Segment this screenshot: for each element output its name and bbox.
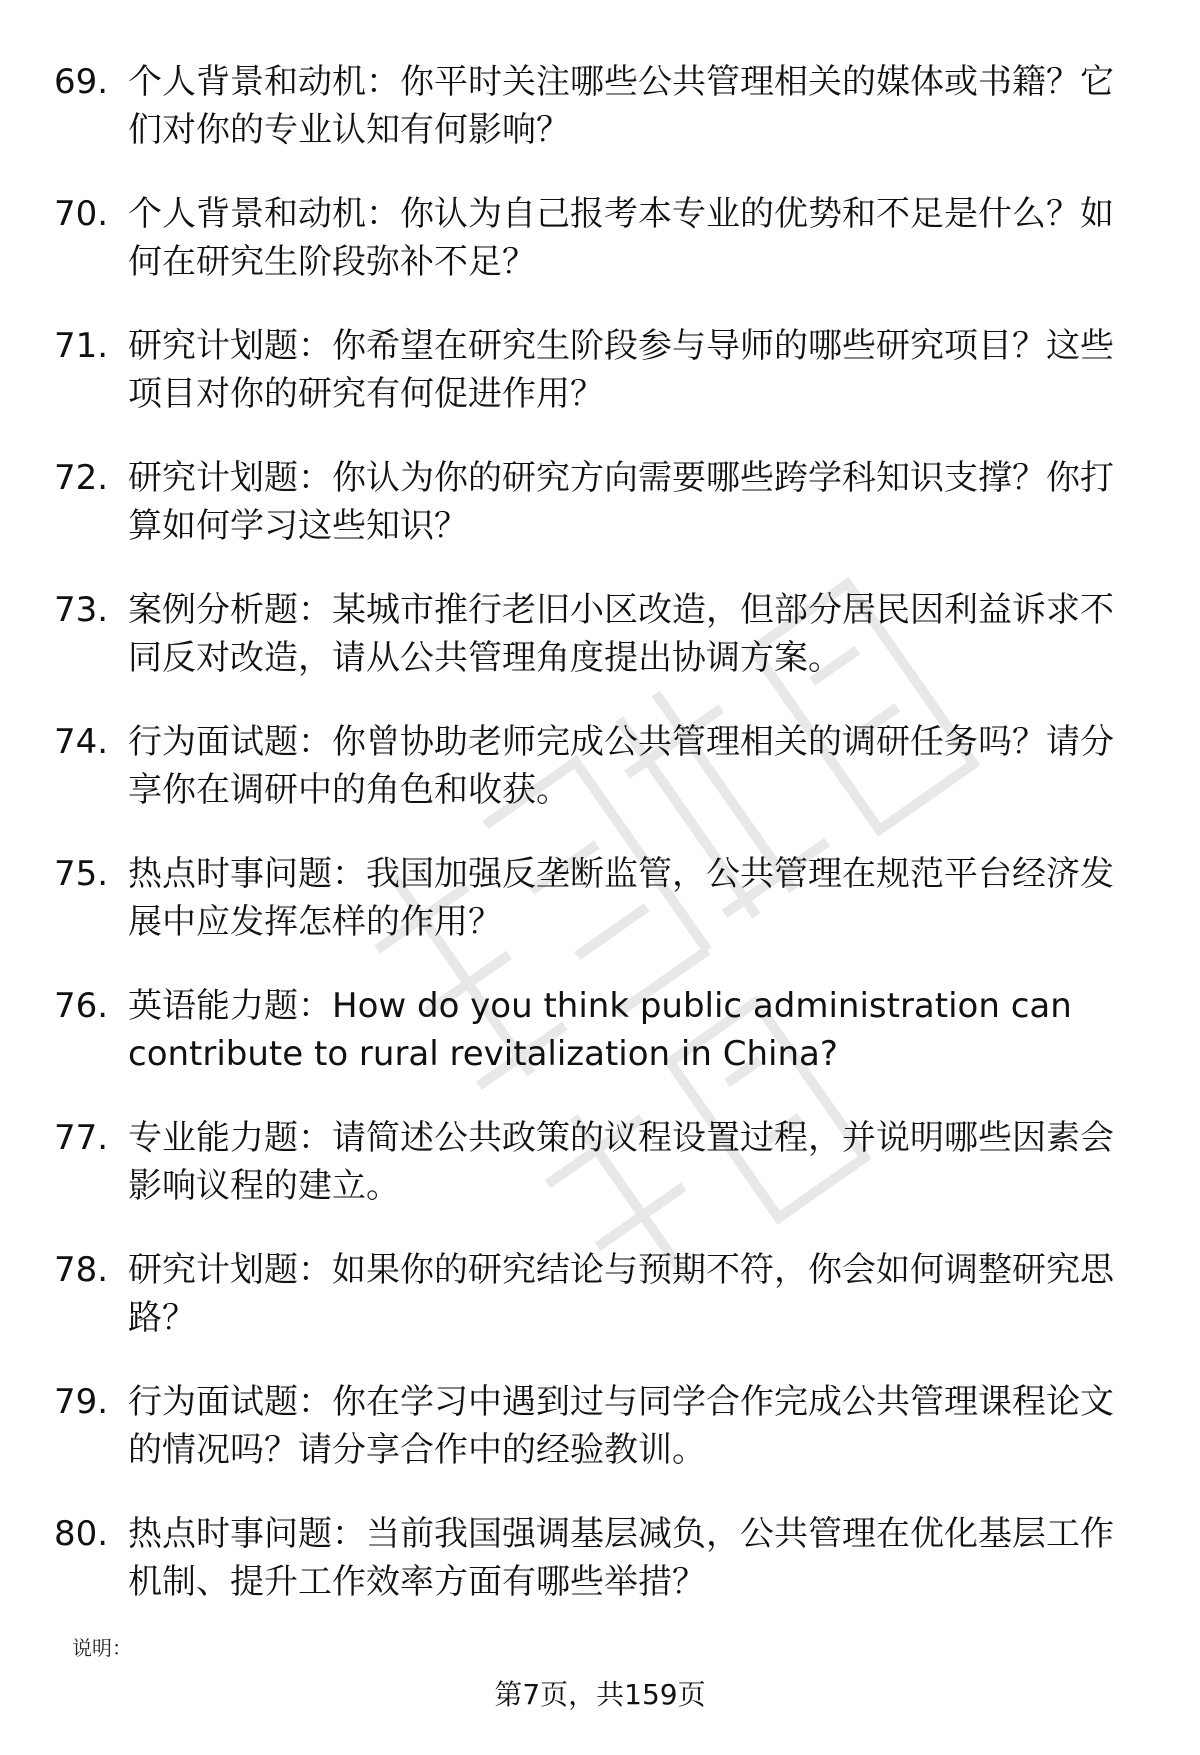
question-text-block — [128, 322, 1143, 418]
question-item-80 — [0, 1510, 1200, 1642]
question-text-block — [128, 454, 1143, 550]
question-category: 研究计划题： — [128, 458, 332, 498]
question-text: 你曾协助老师完成公共管理相关的调研任务吗？请分享你在调研中的角色和收获。 — [128, 722, 1114, 810]
question-item-70 — [0, 190, 1200, 322]
question-item-77 — [0, 1114, 1200, 1246]
question-number: 80. — [54, 1514, 109, 1554]
question-text: 如果你的研究结论与预期不符，你会如何调整研究思路？ — [128, 1250, 1114, 1338]
question-category: 研究计划题： — [128, 1250, 332, 1290]
question-text-block — [128, 1246, 1143, 1342]
question-text: 你认为自己报考本专业的优势和不足是什么？如何在研究生阶段弥补不足？ — [128, 194, 1114, 282]
question-item-74 — [0, 718, 1200, 850]
question-category: 案例分析题： — [128, 590, 332, 630]
question-number: 77. — [54, 1118, 109, 1158]
question-text-block — [128, 1378, 1143, 1474]
question-number: 79. — [54, 1382, 109, 1422]
question-text: 你平时关注哪些公共管理相关的媒体或书籍？它们对你的专业认知有何影响？ — [128, 62, 1114, 150]
question-text: 你认为你的研究方向需要哪些跨学科知识支撑？你打算如何学习这些知识？ — [128, 458, 1114, 546]
question-item-72 — [0, 454, 1200, 586]
question-item-79 — [0, 1378, 1200, 1510]
question-item-75 — [0, 850, 1200, 982]
question-text-block — [128, 1510, 1143, 1606]
note-label: 说明： — [72, 1636, 132, 1660]
question-category: 个人背景和动机： — [128, 62, 400, 102]
question-number: 72. — [54, 458, 109, 498]
question-category: 行为面试题： — [128, 722, 332, 762]
question-text: 某城市推行老旧小区改造，但部分居民因利益诉求不同反对改造，请从公共管理角度提出协调方案。 — [128, 590, 1114, 678]
question-item-69 — [0, 58, 1200, 190]
question-number: 69. — [54, 62, 109, 102]
question-number: 76. — [54, 986, 109, 1026]
question-text: 当前我国强调基层减负，公共管理在优化基层工作机制、提升工作效率方面有哪些举措？ — [128, 1514, 1114, 1602]
question-category: 热点时事问题： — [128, 854, 366, 894]
question-text-block — [128, 58, 1143, 154]
question-number: 74. — [54, 722, 109, 762]
question-item-78 — [0, 1246, 1200, 1378]
question-item-73 — [0, 586, 1200, 718]
question-text: 你在学习中遇到过与同学合作完成公共管理课程论文的情况吗？请分享合作中的经验教训。 — [128, 1382, 1114, 1470]
question-category: 研究计划题： — [128, 326, 332, 366]
question-number: 71. — [54, 326, 109, 366]
question-item-76 — [0, 982, 1200, 1114]
question-number: 75. — [54, 854, 109, 894]
question-text-block — [128, 586, 1143, 682]
question-category: 热点时事问题： — [128, 1514, 366, 1554]
question-text-block — [128, 1114, 1143, 1210]
page-number: 第7页，共159页 — [494, 1678, 706, 1711]
question-text: 请简述公共政策的议程设置过程，并说明哪些因素会影响议程的建立。 — [128, 1118, 1114, 1206]
question-category: 专业能力题： — [128, 1118, 332, 1158]
question-text-block — [128, 190, 1143, 286]
question-list — [0, 58, 1200, 1642]
question-category: 行为面试题： — [128, 1382, 332, 1422]
question-number: 78. — [54, 1250, 109, 1290]
question-text: 我国加强反垄断监管，公共管理在规范平台经济发展中应发挥怎样的作用？ — [128, 854, 1114, 942]
question-category: 个人背景和动机： — [128, 194, 400, 234]
question-item-71 — [0, 322, 1200, 454]
question-number: 70. — [54, 194, 109, 234]
question-text: 你希望在研究生阶段参与导师的哪些研究项目？这些项目对你的研究有何促进作用？ — [128, 326, 1114, 414]
question-number: 73. — [54, 590, 109, 630]
question-text-block — [128, 982, 1143, 1078]
question-text-block — [128, 850, 1143, 946]
question-text-block — [128, 718, 1143, 814]
question-category: 英语能力题： — [128, 986, 332, 1026]
question-text: How do you think public administration can contribute to rural revitalization in China? — [128, 986, 1072, 1074]
